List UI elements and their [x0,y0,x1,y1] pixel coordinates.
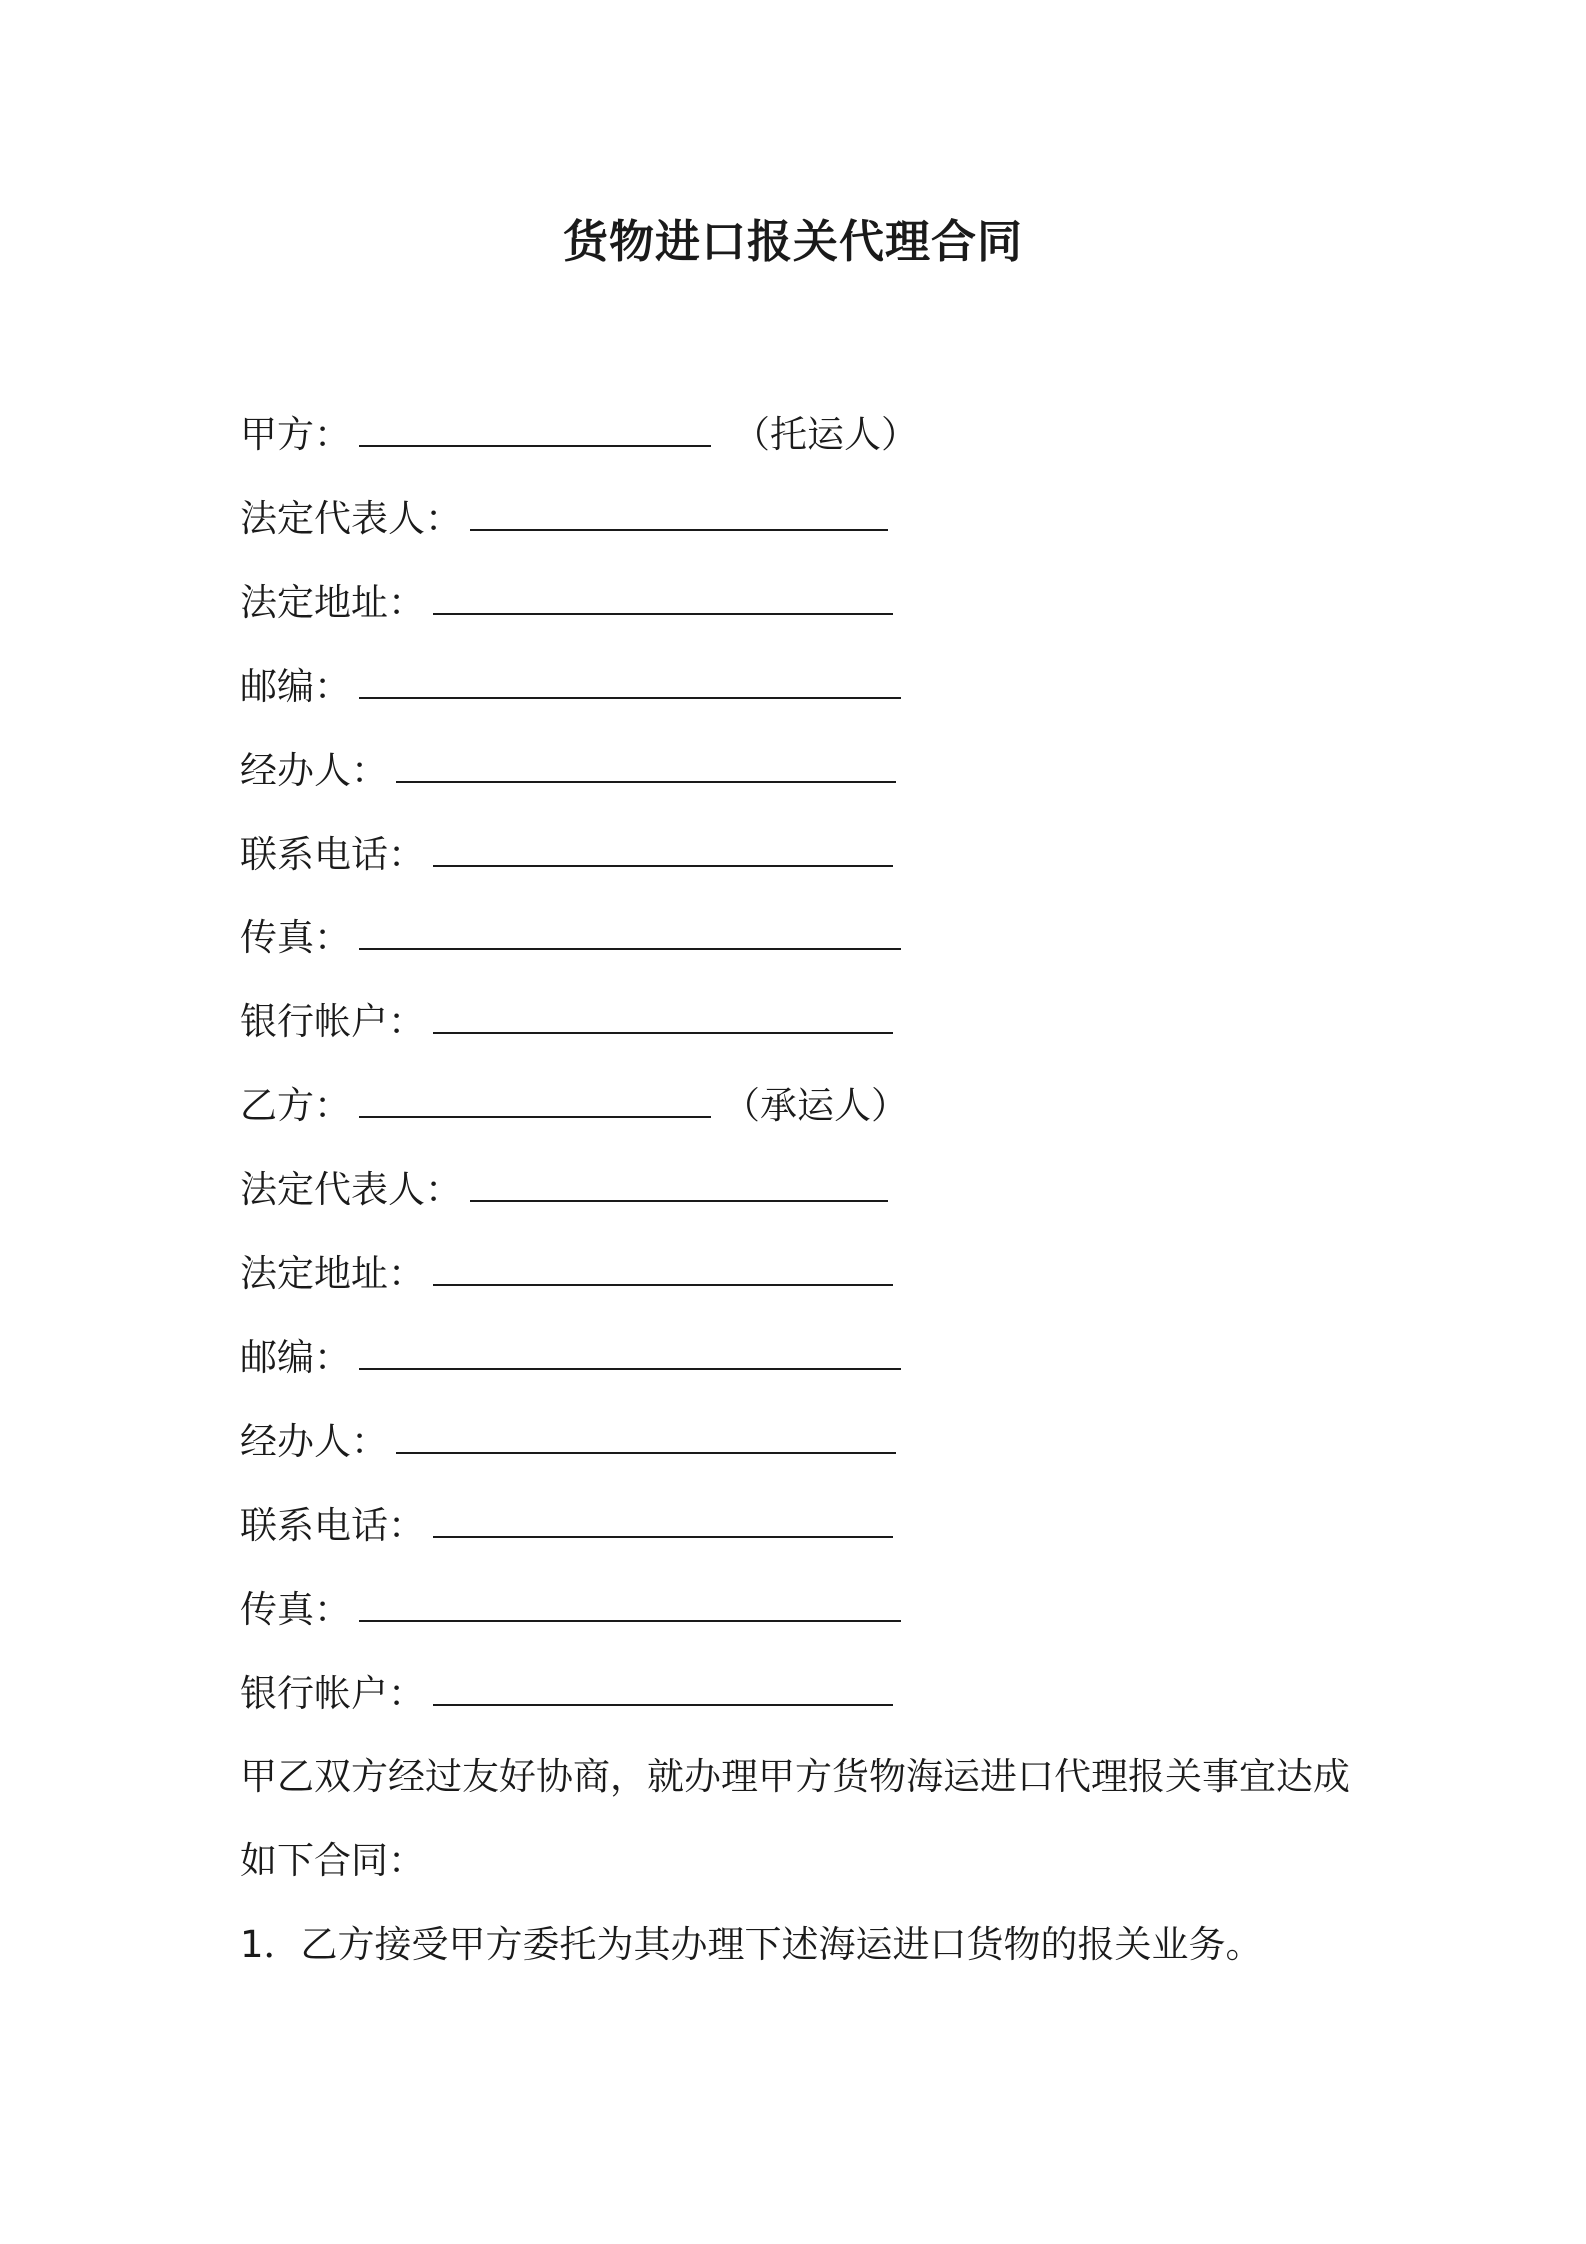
party-b-agent-blank[interactable] [396,1420,896,1454]
party-b-representative-label: 法定代表人： [240,1168,462,1211]
party-a-fax-label: 传真： [240,916,351,959]
party-a-postcode-blank[interactable] [359,665,901,699]
document-title: 货物进口报关代理合同 [562,215,1023,268]
party-a-agent-blank[interactable] [396,749,896,783]
clause-1: 1．乙方接受甲方委托为其办理下述海运进口货物的报关业务。 [240,1923,1263,1966]
party-a-name-blank[interactable] [359,413,711,447]
party-b-representative-line [240,1165,888,1215]
party-b-representative-blank[interactable] [470,1168,888,1202]
party-b-phone-label: 联系电话： [240,1504,425,1547]
party-a-phone-label: 联系电话： [240,833,425,876]
party-a-postcode-label: 邮编： [240,665,351,708]
party-a-postcode-line [240,662,901,712]
party-b-postcode-blank[interactable] [359,1336,901,1370]
party-b-agent-line [240,1417,896,1467]
party-a-address-label: 法定地址： [240,581,425,624]
party-b-fax-blank[interactable] [359,1588,901,1622]
party-a-address-line [240,578,893,628]
party-a-representative-line [240,494,888,544]
party-a-bank-label: 银行帐户： [240,1000,425,1043]
party-b-address-line [240,1249,893,1299]
party-a-agent-label: 经办人： [240,749,388,792]
party-b-address-label: 法定地址： [240,1252,425,1295]
party-b-bank-blank[interactable] [433,1672,893,1706]
party-a-representative-label: 法定代表人： [240,497,462,540]
party-a-agent-line [240,746,896,796]
party-b-postcode-label: 邮编： [240,1336,351,1379]
party-b-name-line [240,1081,908,1131]
party-a-fax-blank[interactable] [359,916,901,950]
party-b-role: （承运人） [723,1084,908,1127]
party-a-bank-line [240,997,893,1047]
party-a-name-line [240,410,918,460]
party-b-name-blank[interactable] [359,1084,711,1118]
party-a-phone-line [240,830,893,880]
party-a-representative-blank[interactable] [470,497,888,531]
party-b-bank-label: 银行帐户： [240,1672,425,1715]
party-b-name-label: 乙方： [240,1084,351,1127]
party-b-fax-line [240,1585,901,1635]
party-b-address-blank[interactable] [433,1252,893,1286]
intro-paragraph-line-1: 甲乙双方经过友好协商，就办理甲方货物海运进口代理报关事宜达成 [240,1755,1350,1798]
party-a-role: （托运人） [733,413,918,456]
party-b-agent-label: 经办人： [240,1420,388,1463]
party-b-fax-label: 传真： [240,1588,351,1631]
party-a-phone-blank[interactable] [433,833,893,867]
party-a-address-blank[interactable] [433,581,893,615]
party-b-postcode-line [240,1333,901,1383]
party-b-bank-line [240,1669,893,1719]
party-b-phone-line [240,1501,893,1551]
party-a-bank-blank[interactable] [433,1000,893,1034]
intro-paragraph-line-2: 如下合同： [240,1839,425,1882]
party-a-name-label: 甲方： [240,413,351,456]
party-a-fax-line [240,913,901,963]
party-b-phone-blank[interactable] [433,1504,893,1538]
